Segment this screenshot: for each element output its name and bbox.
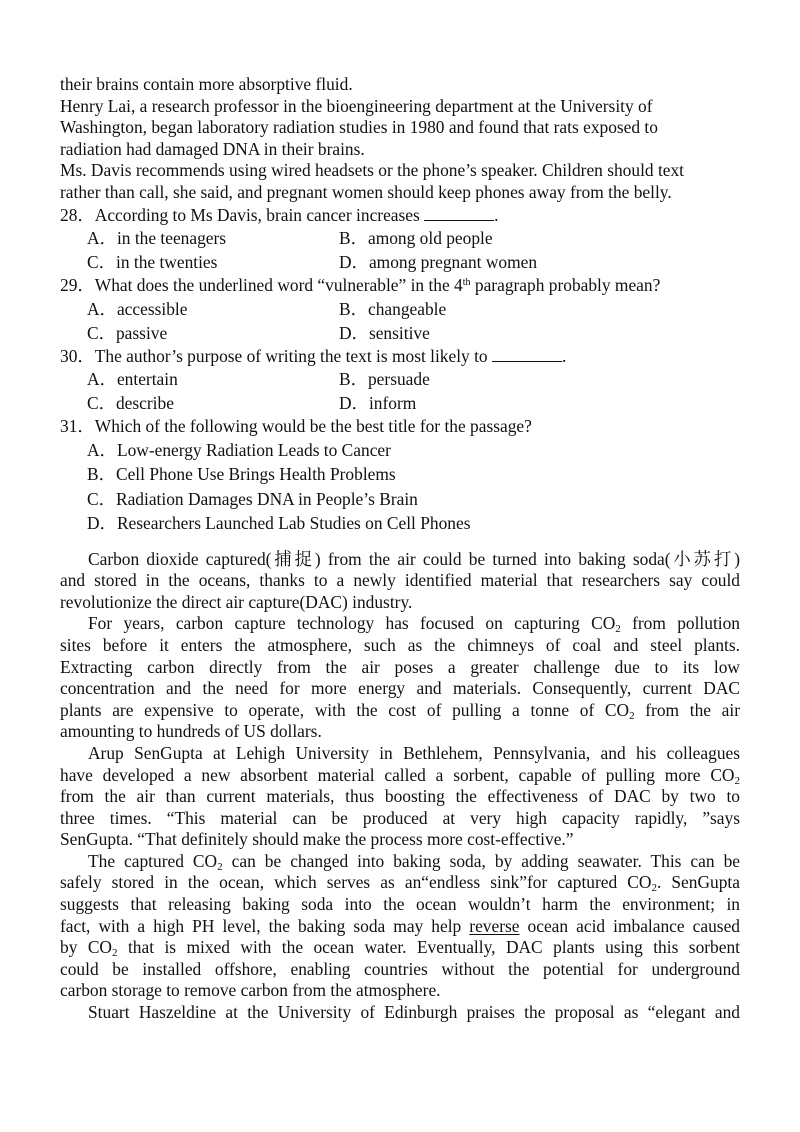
passage-line: suggests that releasing baking soda into the ocean wouldn’t harm the environment; in — [60, 894, 740, 915]
passage-line: have developed a new absorbent material called a sorbent, capable of pulling more $CO_2$ — [60, 764, 740, 787]
passage-line: and stored in the oceans, thanks to a newly identified material that researchers say could — [60, 570, 740, 591]
passage-line: Extracting carbon directly from the air poses a greater challenge due to its low — [60, 656, 740, 677]
question-31 — [60, 416, 740, 535]
passage-line: concentration and the need for more energy and materials. Consequently, current DAC — [60, 678, 740, 699]
options — [60, 367, 740, 415]
passage-line: plants are expensive to operate, with the cost of pulling a tonne of $CO_2$ from the air — [60, 699, 740, 722]
options — [60, 297, 740, 345]
question-29 — [60, 275, 740, 345]
option-d: D．among pregnant women — [339, 252, 538, 273]
underlined-word: reverse — [469, 915, 520, 936]
option-b: B．among old people — [339, 228, 493, 249]
question-stem: 29．What does the underlined word “vulnerable” in the 4th paragraph probably mean? — [60, 275, 661, 296]
passage-line: rather than call, she said, and pregnant women should keep phones away from the belly. — [60, 181, 672, 202]
question-stem: 30．The author’s purpose of writing the text is most likely to . — [60, 345, 567, 366]
passage-line: fact, with a high PH level, the baking soda may help reverse ocean acid imbalance caused — [60, 915, 740, 936]
paragraph-1 — [60, 549, 740, 614]
reading-passage — [60, 549, 740, 1024]
passage-line: Ms. Davis recommends using wired headsets or the phone’s speaker. Children should text — [60, 160, 685, 181]
option-d: D．Researchers Launched Lab Studies on Cell Phones — [87, 513, 471, 534]
exam-page — [60, 74, 740, 1024]
option-c: C．Radiation Damages DNA in People’s Brain — [87, 488, 418, 509]
passage-line: sites before it enters the atmosphere, such as the chimneys of coal and steel plants. — [60, 634, 740, 655]
passage-line: Henry Lai, a research professor in the bioengineering department at the University of — [60, 95, 653, 116]
question-28 — [60, 205, 740, 275]
option-a: A．entertain — [87, 369, 178, 390]
question-stem: 28．According to Ms Davis, brain cancer increases . — [60, 204, 499, 225]
passage-line: three times. “This material can be produced at very high capacity rapidly, ”says — [60, 807, 740, 828]
option-a: A．Low-energy Radiation Leads to Cancer — [87, 439, 391, 460]
passage-line: radiation had damaged DNA in their brains. — [60, 138, 365, 159]
passage-line: Stuart Haszeldine at the University of Edinburgh praises the proposal as “elegant and — [88, 1002, 740, 1023]
passage-line: safely stored in the ocean, which serves as an“endless sink”for captured $CO_2$. SenGupta — [60, 872, 740, 895]
passage-line: Arup SenGupta at Lehigh University in Bethlehem, Pennsylvania, and his colleagues — [88, 742, 740, 763]
answer-blank — [492, 347, 562, 362]
option-a: A．accessible — [87, 298, 188, 319]
option-b: B．Cell Phone Use Brings Health Problems — [87, 464, 396, 485]
paragraph-3 — [60, 743, 740, 851]
passage-line: revolutionize the direct air capture(DAC) industry. — [60, 591, 413, 612]
question-30 — [60, 346, 740, 416]
answer-blank — [424, 206, 494, 221]
superscript: th — [462, 277, 471, 289]
option-c: C．describe — [87, 393, 174, 414]
option-d: D．sensitive — [339, 322, 430, 343]
passage-line: SenGupta. “That definitely should make the process more cost-effective.” — [60, 829, 574, 850]
passage-line: Washington, began laboratory radiation studies in 1980 and found that rats exposed to — [60, 117, 658, 138]
passage-line: carbon storage to remove carbon from the atmosphere. — [60, 980, 441, 1001]
question-stem: 31．Which of the following would be the best title for the passage? — [60, 416, 532, 437]
paragraph-5 — [60, 1002, 740, 1024]
option-c: C．in the twenties — [87, 252, 218, 273]
option-a: A．in the teenagers — [87, 228, 227, 249]
paragraph-2 — [60, 613, 740, 743]
passage-line: For years, carbon capture technology has focused on capturing $CO_2$ from pollution — [88, 613, 740, 636]
option-c: C．passive — [87, 322, 168, 343]
options — [60, 226, 740, 274]
passage-line: Carbon dioxide captured(捕捉) from the air could be turned into baking soda(小苏打) — [88, 548, 740, 569]
passage-line: by $CO_2$ that is mixed with the ocean water. Eventually, DAC plants using this sorbent — [60, 937, 740, 960]
passage-line: The captured $CO_2$ can be changed into baking soda, by adding seawater. This can be — [88, 850, 740, 873]
option-d: D．inform — [339, 393, 417, 414]
passage-line: from the air than current materials, thus boosting the effectiveness of DAC by two to — [60, 786, 740, 807]
passage-line: could be installed offshore, enabling countries without the potential for underground — [60, 958, 740, 979]
option-b: B．persuade — [339, 369, 430, 390]
option-b: B．changeable — [339, 298, 447, 319]
passage-line: their brains contain more absorptive fluid. — [60, 74, 353, 94]
passage-line: amounting to hundreds of US dollars. — [60, 721, 322, 742]
previous-passage — [60, 74, 740, 204]
paragraph-4 — [60, 851, 740, 1002]
